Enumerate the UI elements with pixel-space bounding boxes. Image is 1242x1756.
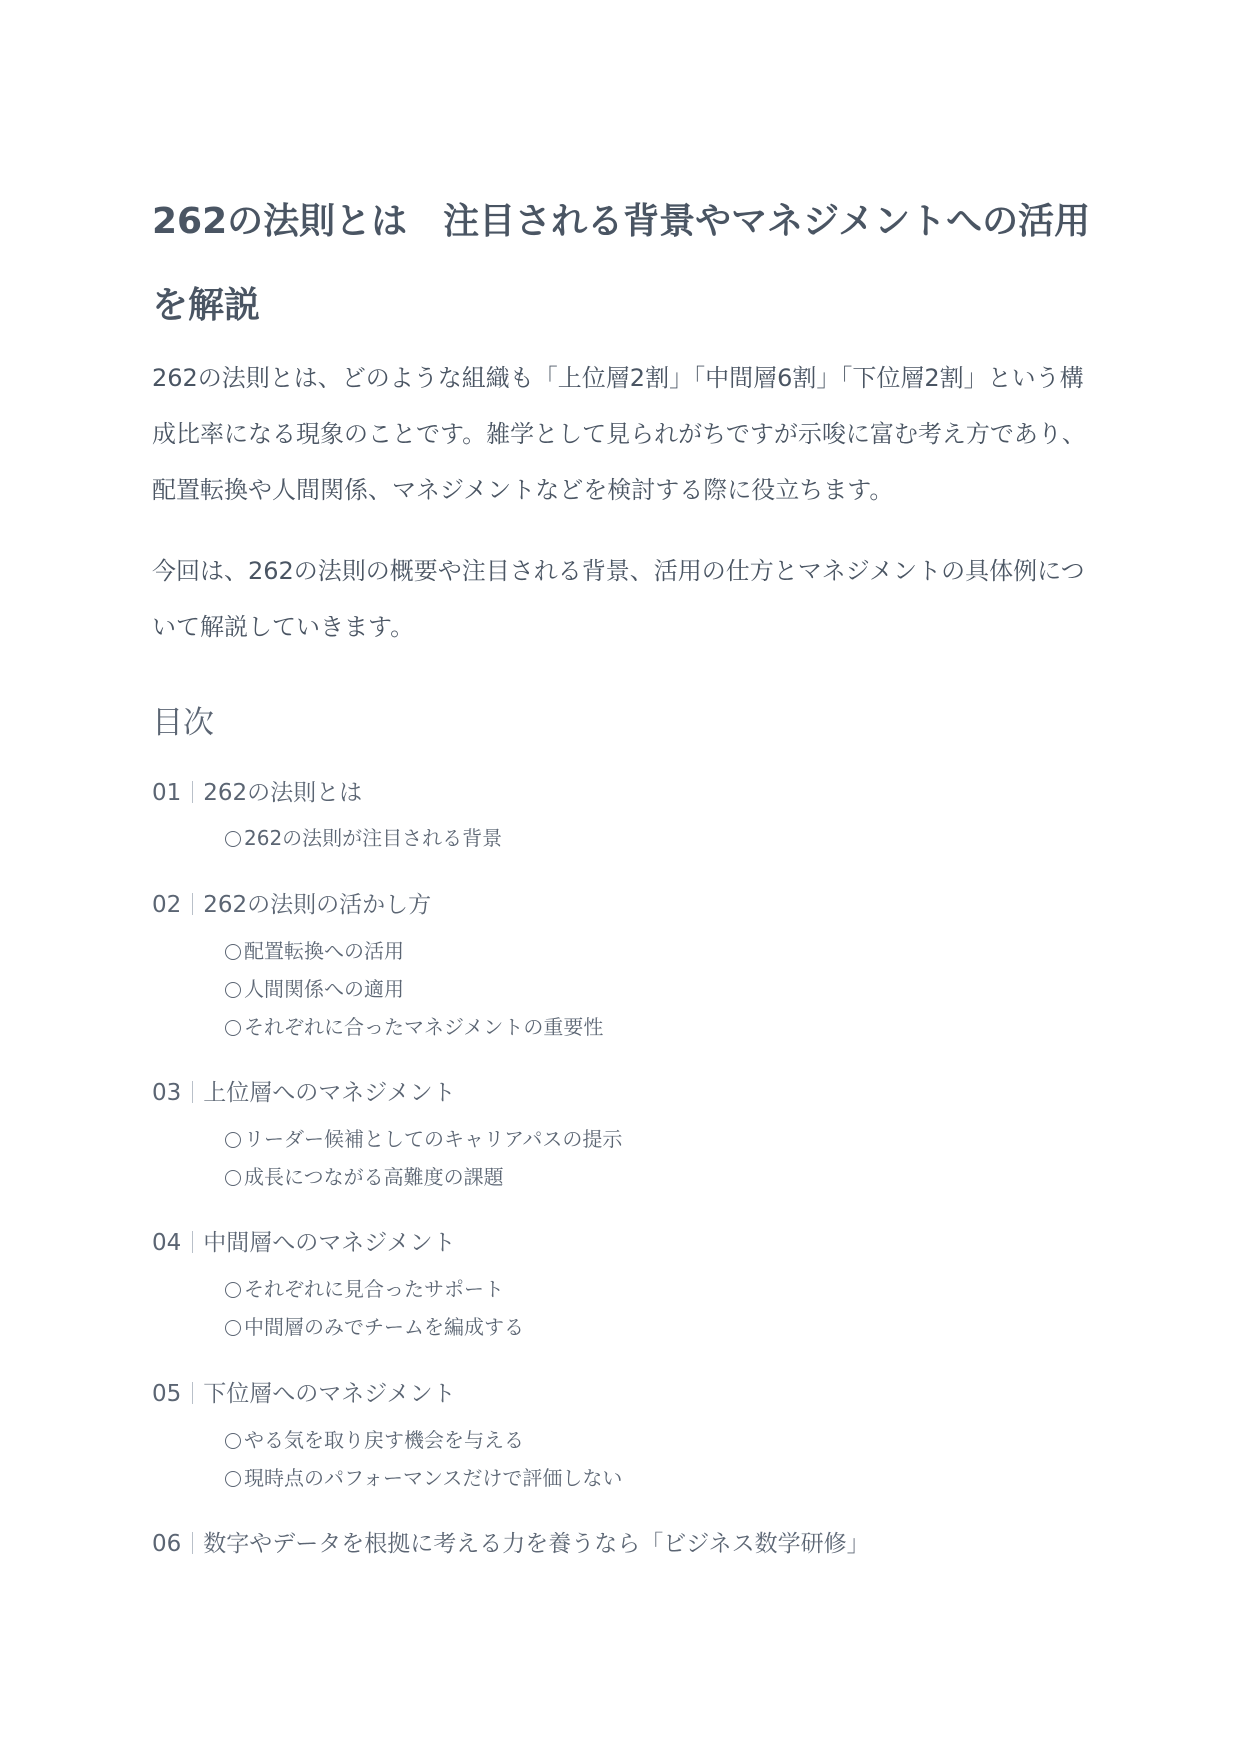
circle-bullet-icon [225,1282,241,1298]
toc-subitem[interactable] [225,1312,524,1342]
circle-bullet-icon [225,1320,241,1336]
toc-item-number: 01 [152,780,182,806]
toc-subitem[interactable] [225,1463,622,1493]
toc-subitem-label: 中間層のみでチームを編成する [244,1315,524,1339]
toc-subitem[interactable] [225,1425,524,1455]
toc-subitem-label: リーダー候補としてのキャリアパスの提示 [244,1127,623,1151]
toc-item-title: 数字やデータを根拠に考える力を養うなら「ビジネス数学研修」 [203,1531,870,1557]
toc-item-title: 262の法則とは [203,780,363,806]
toc-separator [192,1081,193,1103]
toc-item-number: 02 [152,892,182,918]
toc-separator [192,893,193,915]
article-title: 262の法則とは 注目される背景やマネジメントへの活用を解説 [152,201,1091,326]
toc-subitem[interactable] [225,1124,622,1154]
toc-subitem[interactable] [225,823,502,853]
circle-bullet-icon [225,831,241,847]
toc-item-number: 05 [152,1381,182,1407]
toc-item-number: 04 [152,1230,182,1256]
toc-item-05[interactable] [152,1377,456,1411]
toc-subitem[interactable] [225,974,404,1004]
toc-subitem-label: それぞれに合ったマネジメントの重要性 [244,1015,604,1039]
toc-subitem-label: やる気を取り戻す機会を与える [244,1428,524,1452]
intro-paragraph: 今回は、262の法則の概要や注目される背景、活用の仕方とマネジメントの具体例について解説していきます。 [152,557,1085,641]
toc-subitem[interactable] [225,1012,603,1042]
toc-subitem[interactable] [225,936,404,966]
toc-subitem-label: 成長につながる高難度の課題 [244,1165,504,1189]
toc-item-01[interactable] [152,776,362,810]
toc-subitem-label: 人間関係への適用 [244,977,404,1001]
toc-separator [192,1231,193,1253]
toc-item-06[interactable] [152,1527,870,1561]
toc-subitem[interactable] [225,1162,504,1192]
toc-item-title: 262の法則の活かし方 [203,892,432,918]
intro-paragraph: 262の法則とは、どのような組織も「上位層2割」「中間層6割」「下位層2割」という構成比率になる現象のことです。雑学として見られがちですが示唆に富む考え方であり、配置転換や人間関係、マネジメントなどを検討する際に役立ちます。 [152,364,1086,504]
toc-item-number: 03 [152,1080,182,1106]
circle-bullet-icon [225,1170,241,1186]
toc-separator [192,781,193,803]
circle-bullet-icon [225,1471,241,1487]
circle-bullet-icon [225,1020,241,1036]
toc-item-number: 06 [152,1531,182,1557]
toc-subitem[interactable] [225,1274,504,1304]
toc-heading: 目次 [152,705,214,741]
toc-subitem-label: 現時点のパフォーマンスだけで評価しない [244,1466,623,1490]
toc-subitem-label: 配置転換への活用 [244,939,404,963]
toc-item-title: 中間層へのマネジメント [203,1230,456,1256]
toc-separator [192,1532,193,1554]
toc-subitem-label: 262の法則が注目される背景 [244,826,503,850]
toc-item-04[interactable] [152,1226,456,1260]
circle-bullet-icon [225,1132,241,1148]
toc-item-02[interactable] [152,888,431,922]
toc-item-title: 下位層へのマネジメント [203,1381,456,1407]
toc-separator [192,1382,193,1404]
toc-item-title: 上位層へのマネジメント [203,1080,456,1106]
circle-bullet-icon [225,944,241,960]
toc-item-03[interactable] [152,1076,456,1110]
document-page [152,0,1092,1756]
toc-subitem-label: それぞれに見合ったサポート [244,1277,504,1301]
circle-bullet-icon [225,1433,241,1449]
circle-bullet-icon [225,982,241,998]
